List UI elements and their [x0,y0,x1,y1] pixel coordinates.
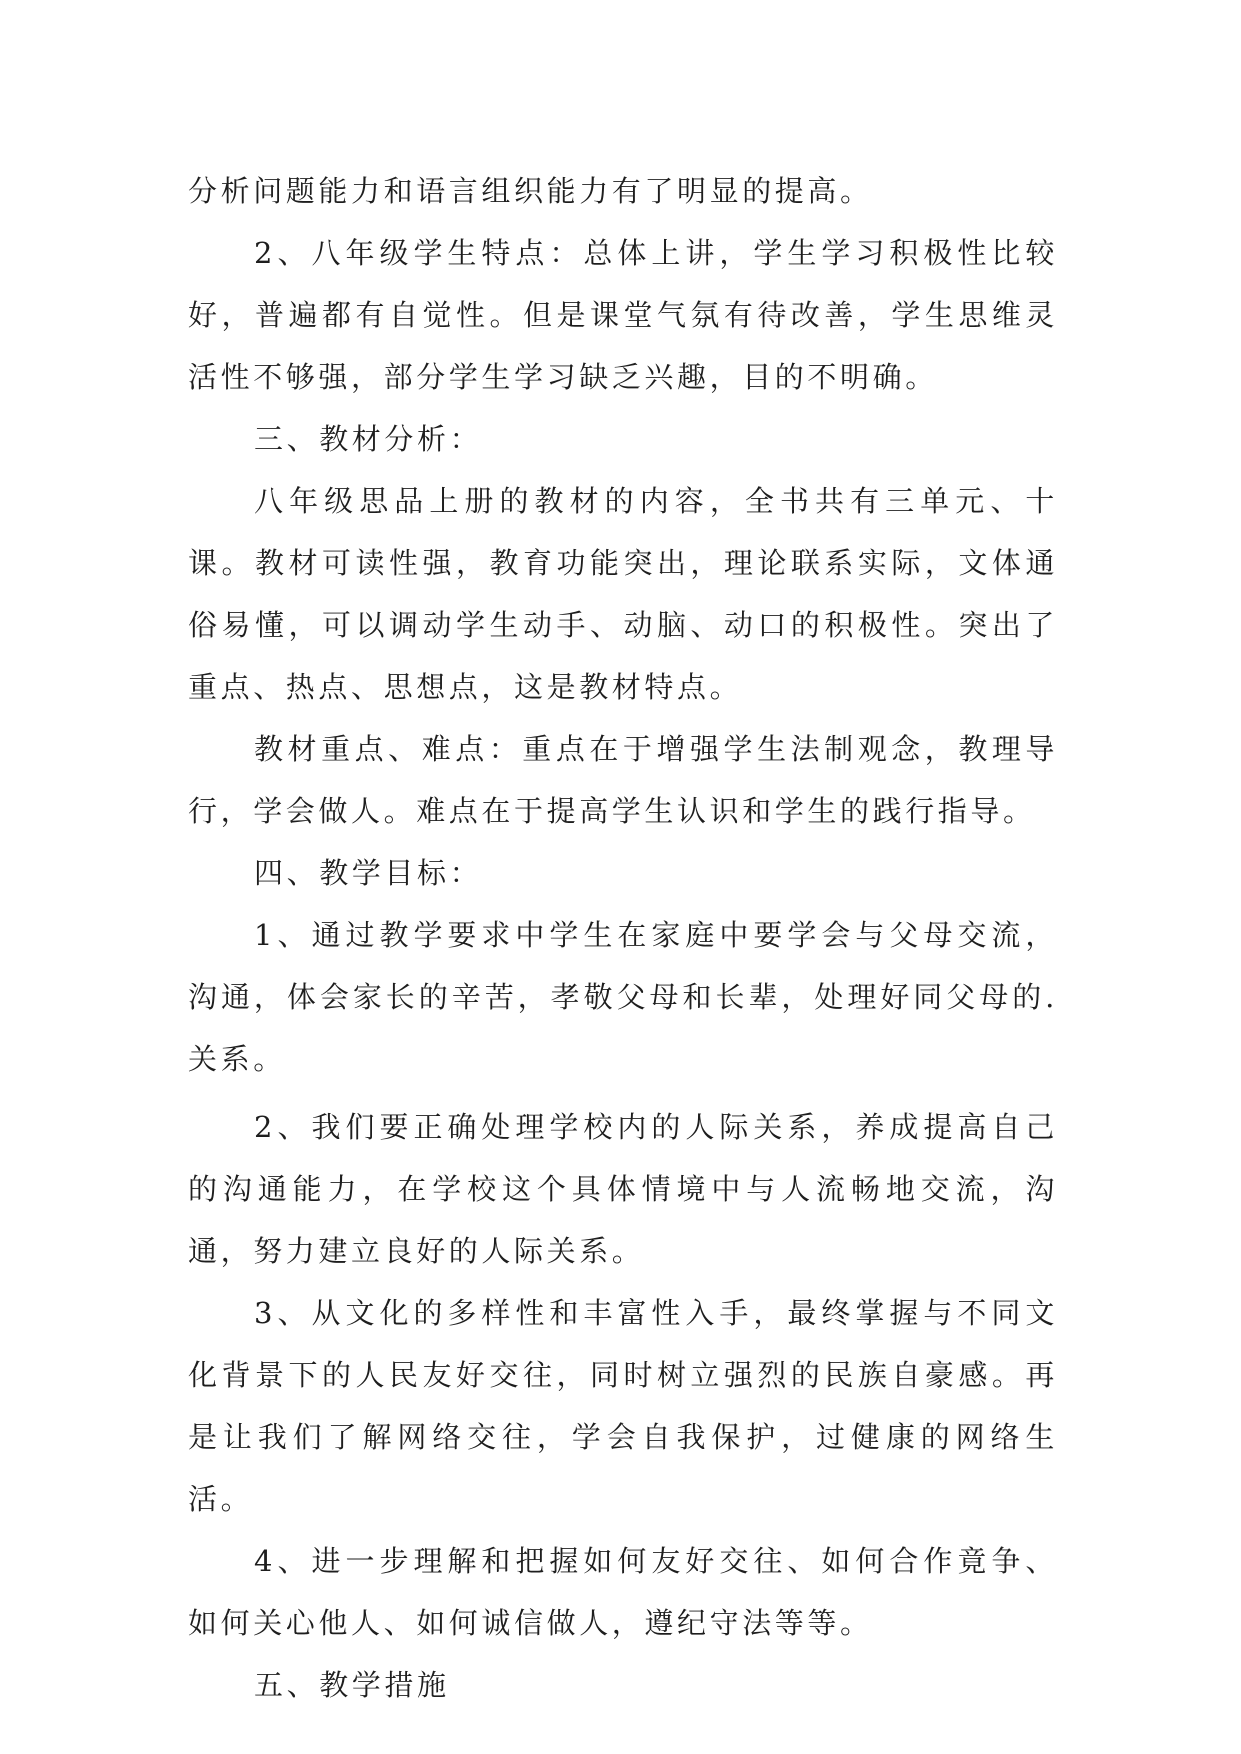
heading-textbook-analysis: 三、教材分析： [254,422,483,456]
paragraph-goal-4: 4、进一步理解和把握如何友好交往、如何合作竟争、如何关心他人、如何诚信做人，遵纪守法等等。 [188,1544,1058,1640]
paragraph-textbook-content: 八年级思品上册的教材的内容，全书共有三单元、十课。教材可读性强，教育功能突出，理论联系实际，文体通俗易懂，可以调动学生动手、动脑、动口的积极性。突出了重点、热点、思想点，这是教材特点。 [188,484,1058,704]
paragraph-key-difficult-points: 教材重点、难点：重点在于增强学生法制观念，教理导行，学会做人。难点在于提高学生认识和学生的践行指导。 [188,732,1058,828]
heading-teaching-goals: 四、教学目标： [254,856,483,890]
paragraph-goal-3: 3、从文化的多样性和丰富性入手，最终掌握与不同文化背景下的人民友好交往，同时树立强烈的民族自豪感。再是让我们了解网络交往，学会自我保护，过健康的网络生活。 [188,1296,1058,1516]
paragraph-goal-2: 2、我们要正确处理学校内的人际关系，养成提高自己的沟通能力，在学校这个具体情境中与人流畅地交流，沟通，努力建立良好的人际关系。 [188,1110,1058,1268]
paragraph-analysis-ability: 分析问题能力和语言组织能力有了明显的提高。 [188,174,873,208]
heading-teaching-measures: 五、教学措施 [254,1668,450,1702]
document-body [188,160,1058,1716]
paragraph-grade8-characteristics: 2、八年级学生特点：总体上讲，学生学习积极性比较好，普遍都有自觉性。但是课堂气氛有待改善，学生思维灵活性不够强，部分学生学习缺乏兴趣，目的不明确。 [188,236,1058,394]
paragraph-goal-1: 1、通过教学要求中学生在家庭中要学会与父母交流，沟通，体会家长的辛苦，孝敬父母和长辈，处理好同父母的.关系。 [188,918,1058,1076]
